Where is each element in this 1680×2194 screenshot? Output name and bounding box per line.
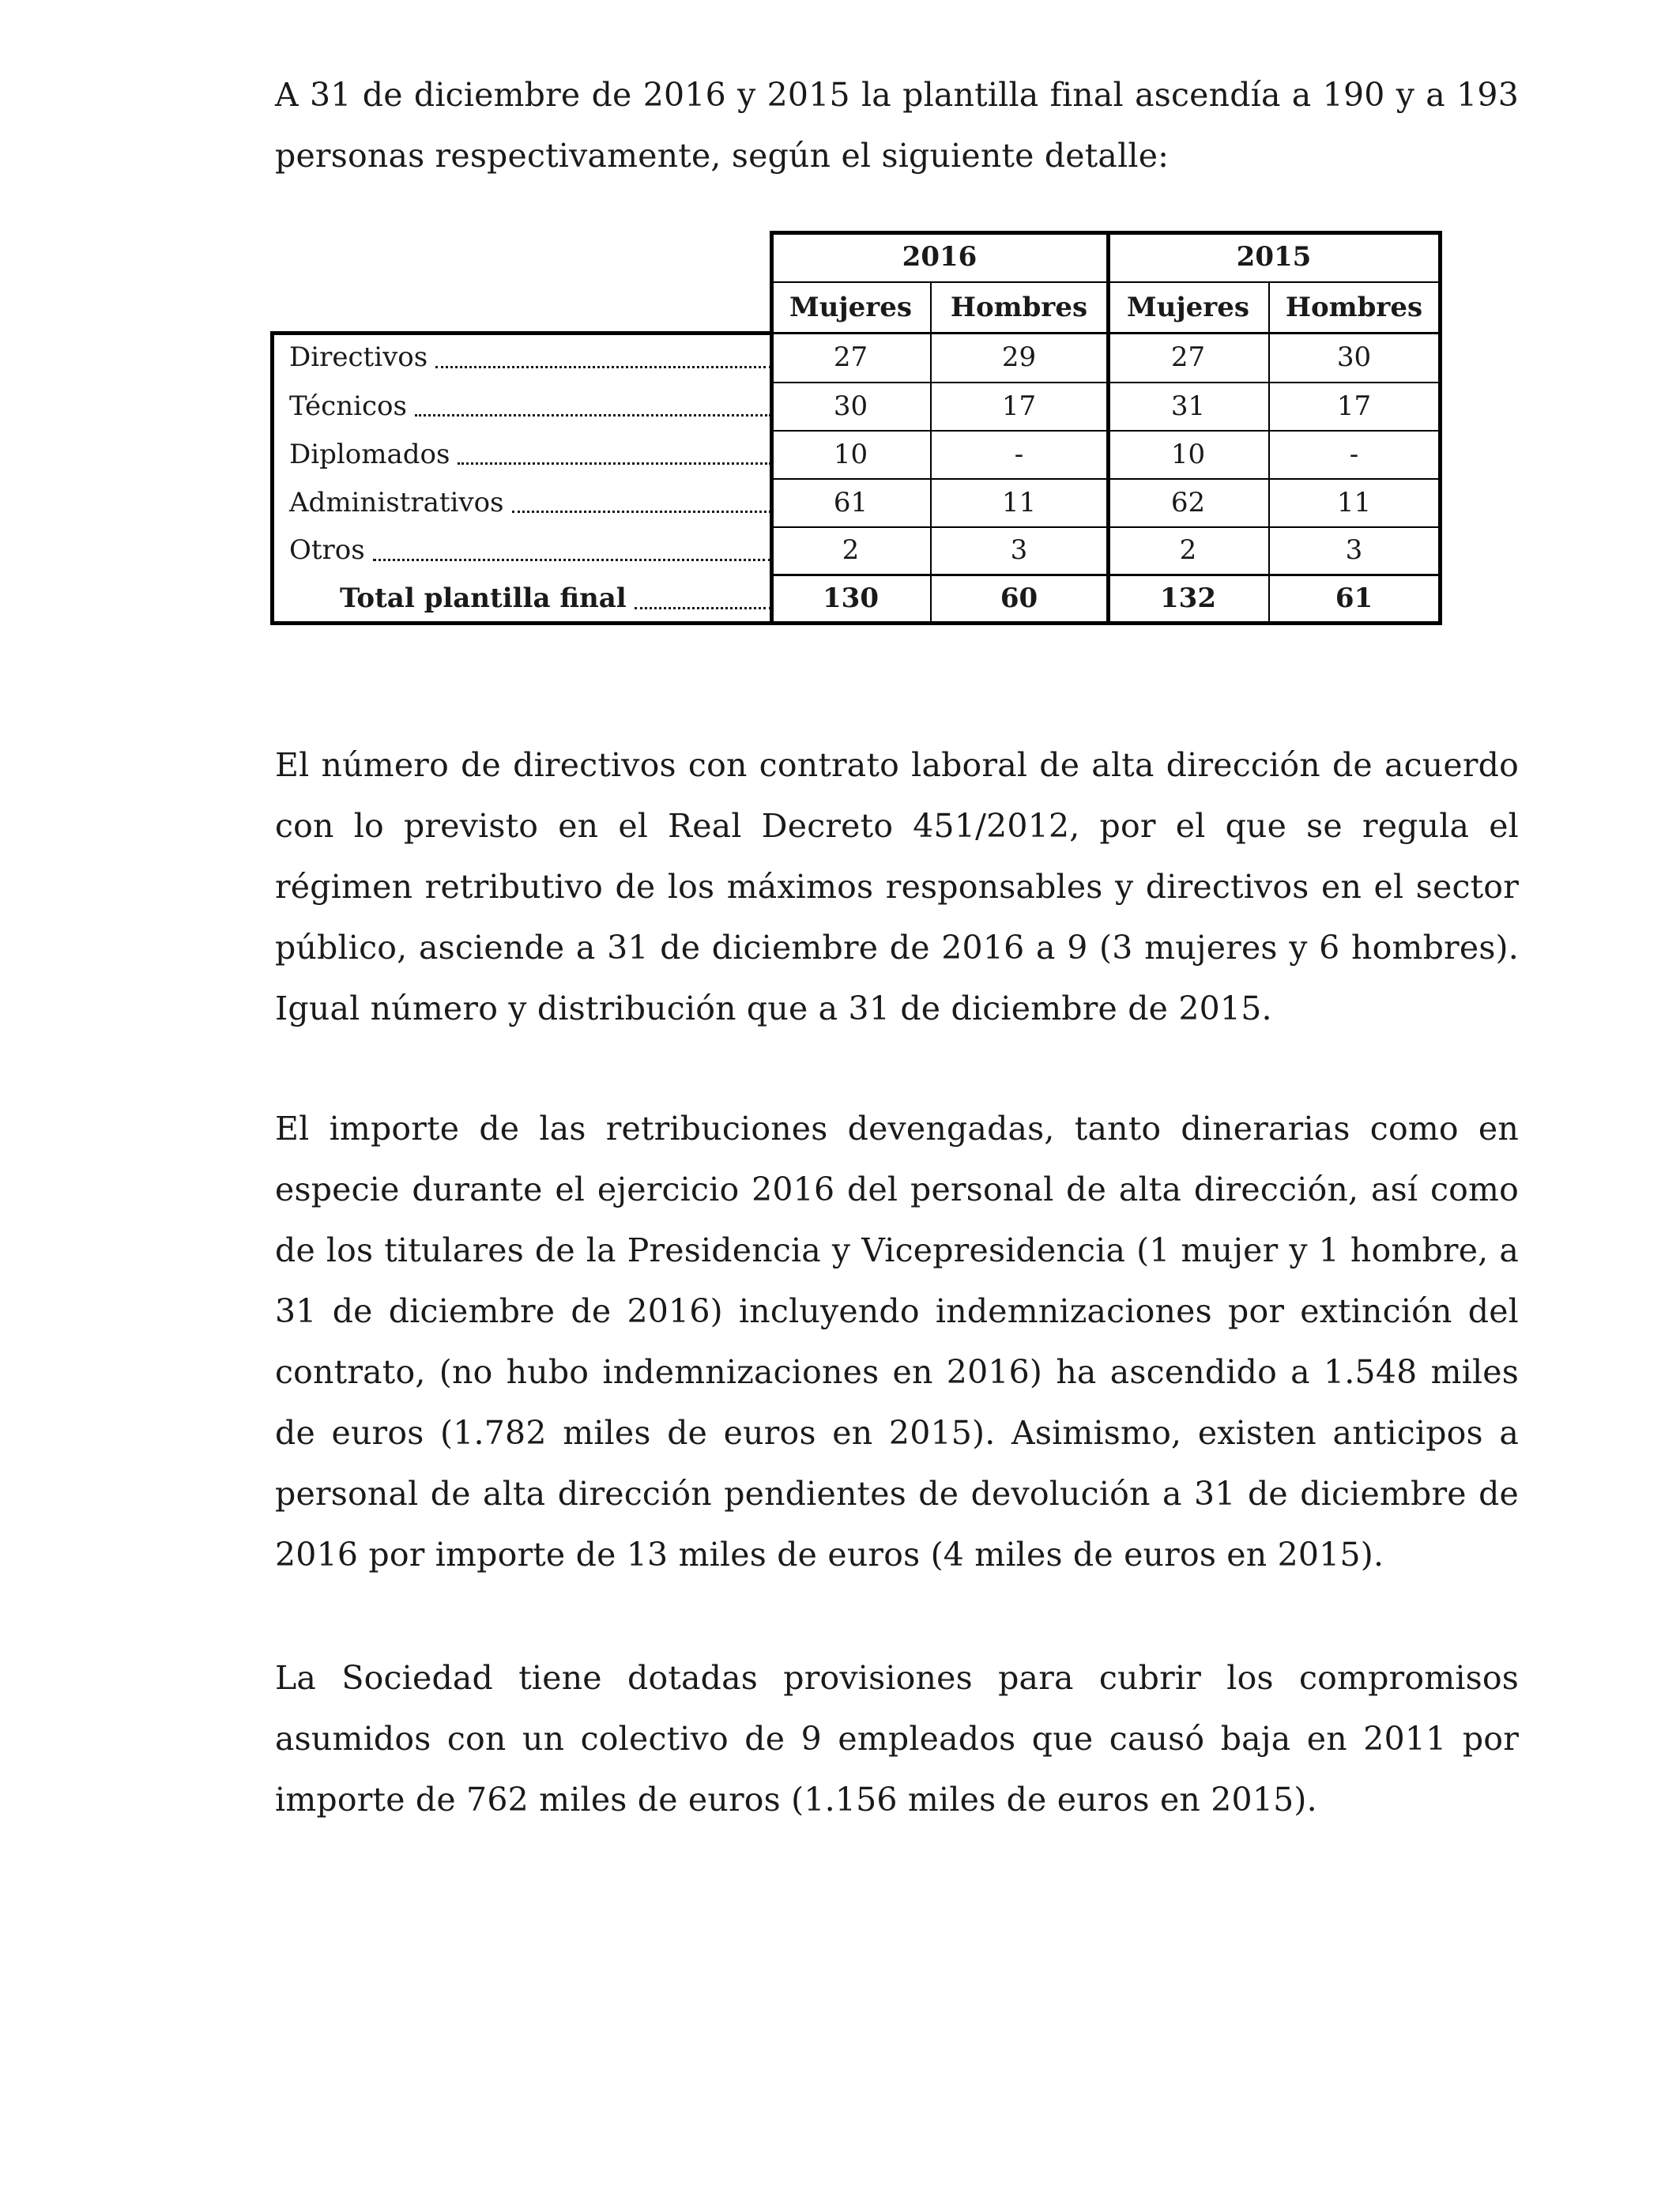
table-cell: 10 (833, 438, 868, 470)
table-cell: 2 (1179, 534, 1197, 566)
table-border (771, 574, 1440, 576)
year-header: 2016 (902, 241, 977, 273)
table-cell: 31 (1170, 390, 1206, 422)
table-cell: 3 (1010, 534, 1028, 566)
table-cell: 30 (833, 390, 868, 422)
table-border (270, 331, 274, 624)
provisions-paragraph: La Sociedad tiene dotadas provisiones para cubrir los compromisos asumidos con un colectivo de 9 empleados que causó baja en 2011 por importe de 762 miles de euros (1.156 miles de euros en 2015). (275, 1659, 1519, 1819)
gender-header: Hombres (1285, 291, 1423, 323)
leader-dots (415, 414, 771, 417)
table-cell: 62 (1170, 486, 1206, 518)
leader-dots (458, 462, 771, 465)
table-cell: 11 (1001, 486, 1037, 518)
table-border (771, 430, 1440, 432)
leader-dots (373, 559, 771, 561)
table-cell: 3 (1345, 534, 1363, 566)
table-cell: 10 (1170, 438, 1206, 470)
row-label-text: Diplomados (289, 438, 450, 470)
staff-table (270, 229, 1446, 628)
table-cell: 17 (1001, 390, 1037, 422)
total-cell: 60 (1000, 582, 1038, 614)
table-border (771, 382, 1440, 383)
row-label-text: Técnicos (289, 390, 407, 422)
table-border (771, 478, 1440, 480)
table-border (930, 281, 932, 623)
table-cell: 30 (1336, 341, 1372, 373)
total-cell: 132 (1160, 582, 1216, 614)
table-cell: - (1349, 438, 1359, 470)
table-border (270, 621, 1442, 625)
table-cell: - (1014, 438, 1024, 470)
total-label-text: Total plantilla final (340, 582, 627, 614)
leader-dots (435, 366, 771, 368)
table-cell: 2 (842, 534, 860, 566)
row-label-text: Directivos (289, 341, 428, 373)
intro-paragraph: A 31 de diciembre de 2016 y 2015 la plantilla final ascendía a 190 y a 193 personas respectivamente, según el siguiente detalle: (275, 76, 1519, 175)
row-label (270, 478, 771, 526)
row-label-text: Administrativos (289, 486, 504, 518)
table-border (1106, 231, 1110, 624)
table-border (1438, 231, 1442, 624)
gender-header: Mujeres (1127, 291, 1249, 323)
table-border (270, 331, 771, 335)
year-header: 2015 (1236, 241, 1312, 273)
table-border (771, 281, 1440, 283)
table-cell: 61 (833, 486, 868, 518)
row-label (270, 526, 771, 574)
row-label (270, 430, 771, 478)
row-label (270, 333, 771, 382)
row-label (270, 382, 771, 430)
table-border (1268, 281, 1270, 623)
row-label-text: Otros (289, 534, 365, 566)
table-border (770, 231, 774, 624)
table-border (770, 231, 1441, 235)
total-cell: 130 (823, 582, 879, 614)
gender-header: Mujeres (789, 291, 912, 323)
table-border (771, 526, 1440, 528)
leader-dots (512, 511, 771, 513)
remuneration-paragraph: El importe de las retribuciones devengadas, tanto dinerarias como en especie durante el ejercicio 2016 del personal de alta dirección, así como de los titulares de la Presidencia y Vicepresidencia (1 mujer y 1 hombre, a 31 de diciembre de 2016) incluyendo indemnizaciones por extinción del contrato, (no hubo indemnizaciones en 2016) ha ascendido a 1.548 miles de euros (1.782 miles de euros en 2015). Asimismo, existen anticipos a personal de alta dirección pendientes de devolución a 31 de diciembre de 2016 por importe de 13 miles de euros (4 miles de euros en 2015). (275, 1110, 1519, 1574)
table-cell: 27 (833, 341, 868, 373)
leader-dots (635, 607, 771, 609)
table-cell: 29 (1001, 341, 1037, 373)
table-cell: 11 (1336, 486, 1372, 518)
table-cell: 17 (1336, 390, 1372, 422)
table-border (771, 332, 1440, 334)
table-cell: 27 (1170, 341, 1206, 373)
directives-paragraph: El número de directivos con contrato laboral de alta dirección de acuerdo con lo previsto en el Real Decreto 451/2012, por el que se regula el régimen retributivo de los máximos responsables y directivos en el sector público, asciende a 31 de diciembre de 2016 a 9 (3 mujeres y 6 hombres). Igual número y distribución que a 31 de diciembre de 2015. (275, 746, 1519, 1027)
total-cell: 61 (1335, 582, 1373, 614)
total-label (270, 574, 771, 623)
gender-header: Hombres (950, 291, 1088, 323)
